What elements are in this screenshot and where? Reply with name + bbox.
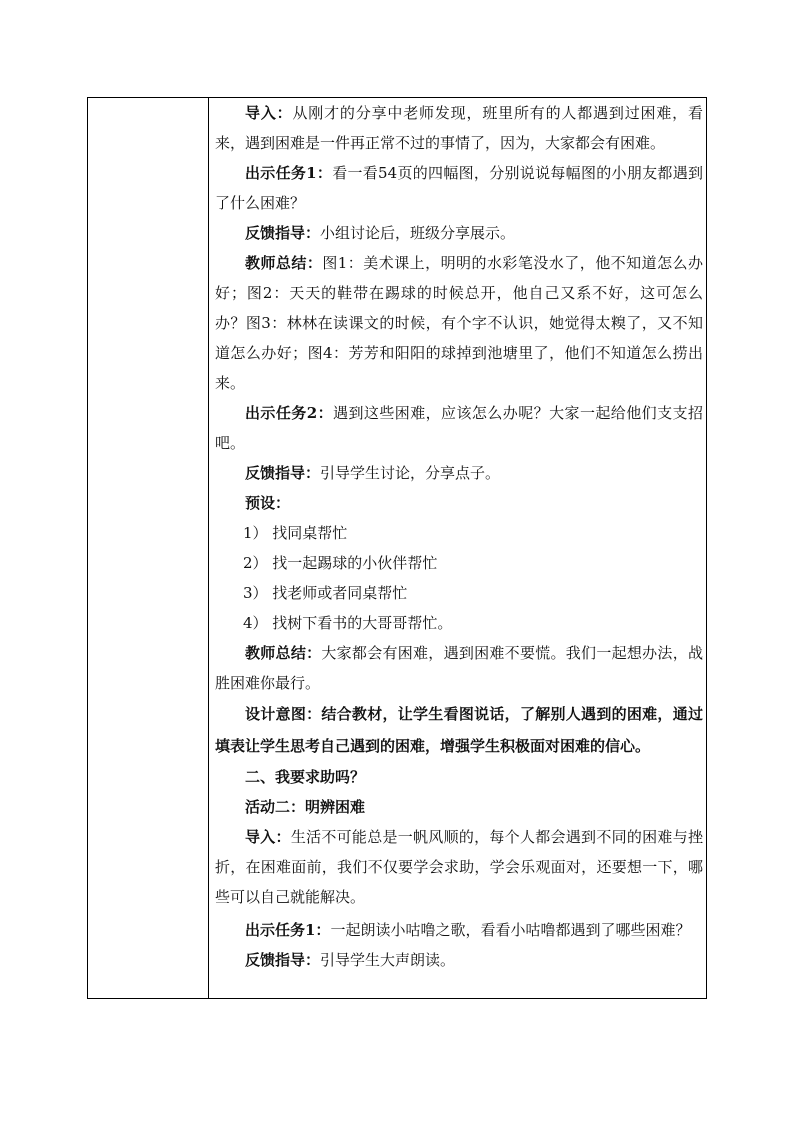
summary2-label: 教师总结：	[245, 644, 322, 662]
list-item: 2） 找一起踢球的小伙伴帮忙	[243, 554, 438, 572]
task2-paragraph	[215, 398, 703, 458]
task1-paragraph	[215, 158, 703, 218]
intro-paragraph	[215, 98, 703, 158]
feedback1-text: 小组讨论后，班级分享展示。	[320, 224, 516, 242]
list-item: 3） 找老师或者同桌帮忙	[243, 584, 408, 602]
list-item: 1） 找同桌帮忙	[243, 524, 348, 542]
intro-text: 从刚才的分享中老师发现，班里所有的人都遇到过困难，看来，遇到困难是一件再正常不过的事情了，因为，大家都会有困难。	[215, 104, 703, 152]
section-heading: 二、我要求助吗？	[245, 768, 366, 786]
feedback2-text: 引导学生讨论，分享点子。	[320, 464, 501, 482]
column-divider	[208, 98, 209, 998]
lesson-table	[87, 97, 707, 999]
task3-label: 出示任务1：	[245, 921, 331, 939]
feedback3-paragraph	[215, 945, 703, 975]
feedback1-paragraph	[215, 218, 703, 248]
summary1-text: 图1：美术课上，明明的水彩笔没水了，他不知道怎么办好；图2：天天的鞋带在踢球的时候总开，他自己又系不好，这可怎么办？图3：林林在读课文的时候，有个字不认识，她觉得太糗了，又不知道怎么办好；图4：芳芳和阳阳的球掉到池塘里了，他们不知道怎么捞出来。	[215, 254, 703, 392]
feedback3-label: 反馈指导：	[245, 951, 321, 969]
preset-paragraph	[215, 488, 703, 518]
design-intent: 设计意图：结合教材，让学生看图说话，了解别人遇到的困难，通过填表让学生思考自己遇到的困难，增强学生积极面对困难的信心。	[215, 705, 703, 755]
feedback3-text: 引导学生大声朗读。	[320, 951, 456, 969]
task3-text: 一起朗读小咕噜之歌，看看小咕噜都遇到了哪些困难？	[330, 921, 691, 939]
activity-heading: 活动二：明辨困难	[245, 798, 366, 816]
feedback1-label: 反馈指导：	[245, 224, 321, 242]
list-item: 4） 找树下看书的大哥哥帮忙。	[243, 614, 453, 632]
intro-label: 导入：	[245, 104, 293, 122]
task1-text: 看一看54页的四幅图，分别说说每幅图的小朋友都遇到了什么困难？	[215, 164, 703, 212]
feedback2-paragraph	[215, 458, 703, 488]
task2-label: 出示任务2：	[245, 404, 334, 422]
summary2-paragraph	[215, 638, 703, 698]
intro2-label: 导入：	[245, 828, 291, 846]
task3-paragraph	[215, 915, 703, 945]
feedback2-label: 反馈指导：	[245, 464, 321, 482]
summary1-paragraph	[215, 248, 703, 398]
summary1-label: 教师总结：	[245, 254, 323, 272]
intro2-paragraph	[215, 822, 703, 912]
task2-text: 遇到这些困难，应该怎么办呢？大家一起给他们支支招吧。	[215, 404, 703, 452]
preset-label: 预设：	[245, 494, 291, 512]
intro2-text: 生活不可能总是一帆风顺的，每个人都会遇到不同的困难与挫折，在困难面前，我们不仅要学会求助，学会乐观面对，还要想一下，哪些可以自己就能解决。	[215, 828, 703, 906]
task1-label: 出示任务1：	[245, 164, 333, 182]
summary2-text: 大家都会有困难，遇到困难不要慌。我们一起想办法，战胜困难你最行。	[215, 644, 703, 692]
lesson-content-cell	[215, 98, 703, 975]
